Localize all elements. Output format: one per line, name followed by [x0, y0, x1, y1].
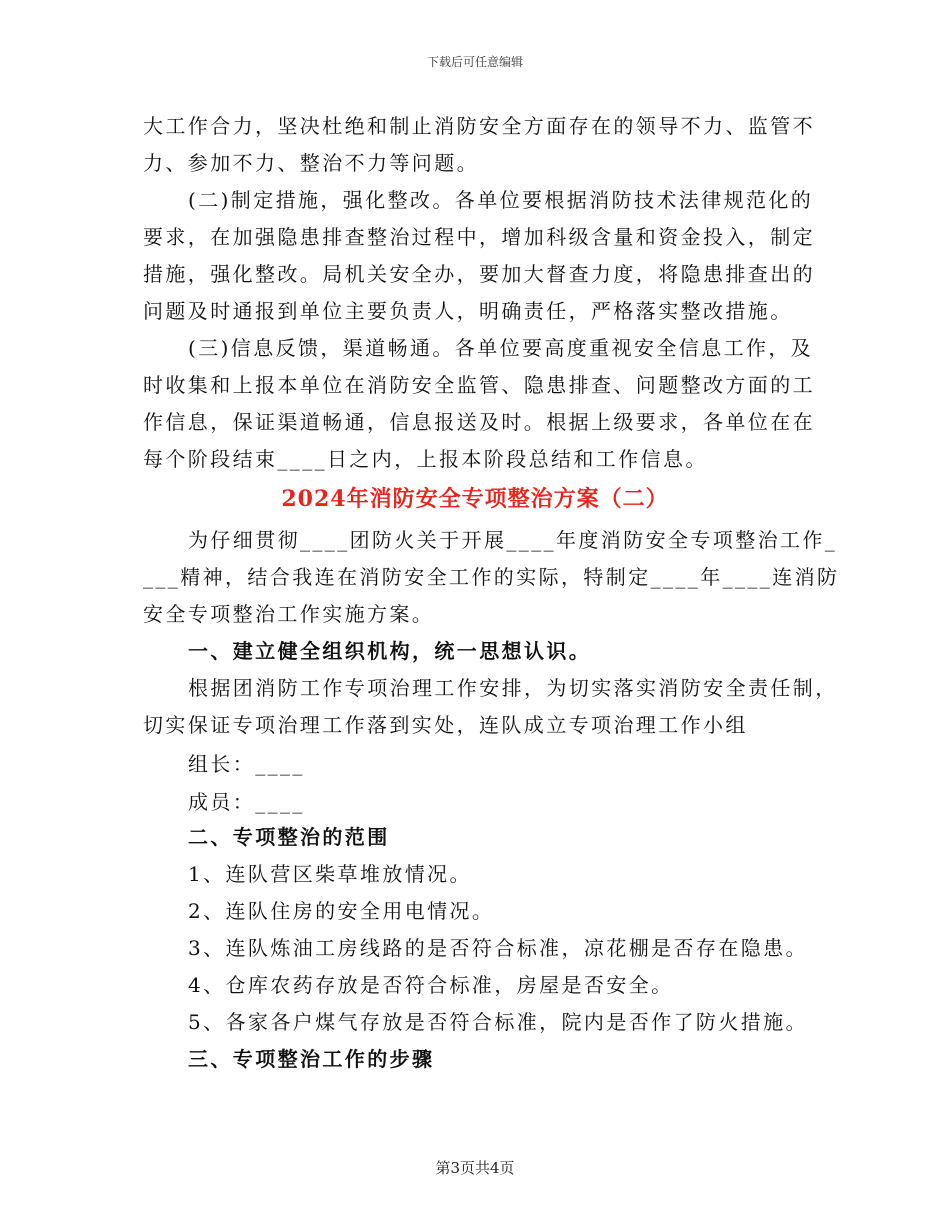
body-line: 成员：____ — [188, 790, 305, 814]
list-item: 5、各家各户煤气存放是否符合标准，院内是否作了防火措施。 — [188, 1010, 808, 1034]
body-line: 根据团消防工作专项治理工作安排，为切实落实消防安全责任制， — [188, 676, 838, 700]
list-item: 2、连队住房的安全用电情况。 — [188, 899, 495, 923]
body-line: (二)制定措施，强化整改。各单位要根据消防技术法律规范化的 — [188, 188, 814, 212]
section-title: 2024年消防安全专项整治方案（二） — [281, 486, 669, 512]
body-line: 要求，在加强隐患排查整治过程中，增加科级含量和资金投入，制定 — [143, 225, 815, 249]
page-header: 下载后可任意编辑 — [426, 55, 523, 69]
heading-line: 三、专项整治工作的步骤 — [188, 1047, 435, 1071]
list-item: 4、仓库农药存放是否符合标准，房屋是否安全。 — [188, 973, 674, 997]
list-item: 1、连队营区柴草堆放情况。 — [188, 862, 472, 886]
body-line: 时收集和上报本单位在消防安全监管、隐患排查、问题整改方面的工 — [143, 373, 815, 397]
body-line: 大工作合力，坚决杜绝和制止消防安全方面存在的领导不力、监管不 — [143, 114, 815, 138]
body-line: 每个阶段结束____日之内，上报本阶段总结和工作信息。 — [143, 447, 708, 471]
body-line: 为仔细贯彻____团防火关于开展____年度消防安全专项整治工作_ — [188, 528, 838, 552]
list-item: 3、连队炼油工房线路的是否符合标准，凉花棚是否存在隐患。 — [188, 936, 808, 960]
body-line: (三)信息反馈，渠道畅通。各单位要高度重视安全信息工作，及 — [188, 336, 814, 360]
body-line: 切实保证专项治理工作落到实处，连队成立专项治理工作小组 — [143, 713, 748, 737]
body-line: 问题及时通报到单位主要负责人，明确责任，严格落实整改措施。 — [143, 299, 793, 323]
heading-line: 二、专项整治的范围 — [188, 825, 390, 849]
body-line: ___精神，结合我连在消防安全工作的实际，特制定____年____连消防 — [143, 565, 840, 589]
heading-line: 一、建立健全组织机构，统一思想认识。 — [188, 639, 592, 663]
body-line: 作信息，保证渠道畅通，信息报送及时。根据上级要求，各单位在在 — [143, 410, 815, 434]
page-footer: 第3页共4页 — [435, 1159, 515, 1177]
body-line: 措施，强化整改。局机关安全办，要加大督查力度，将隐患排查出的 — [143, 262, 815, 286]
body-line: 安全专项整治工作实施方案。 — [143, 602, 435, 626]
body-line: 组长：____ — [188, 752, 305, 776]
body-line: 力、参加不力、整治不力等问题。 — [143, 151, 479, 175]
